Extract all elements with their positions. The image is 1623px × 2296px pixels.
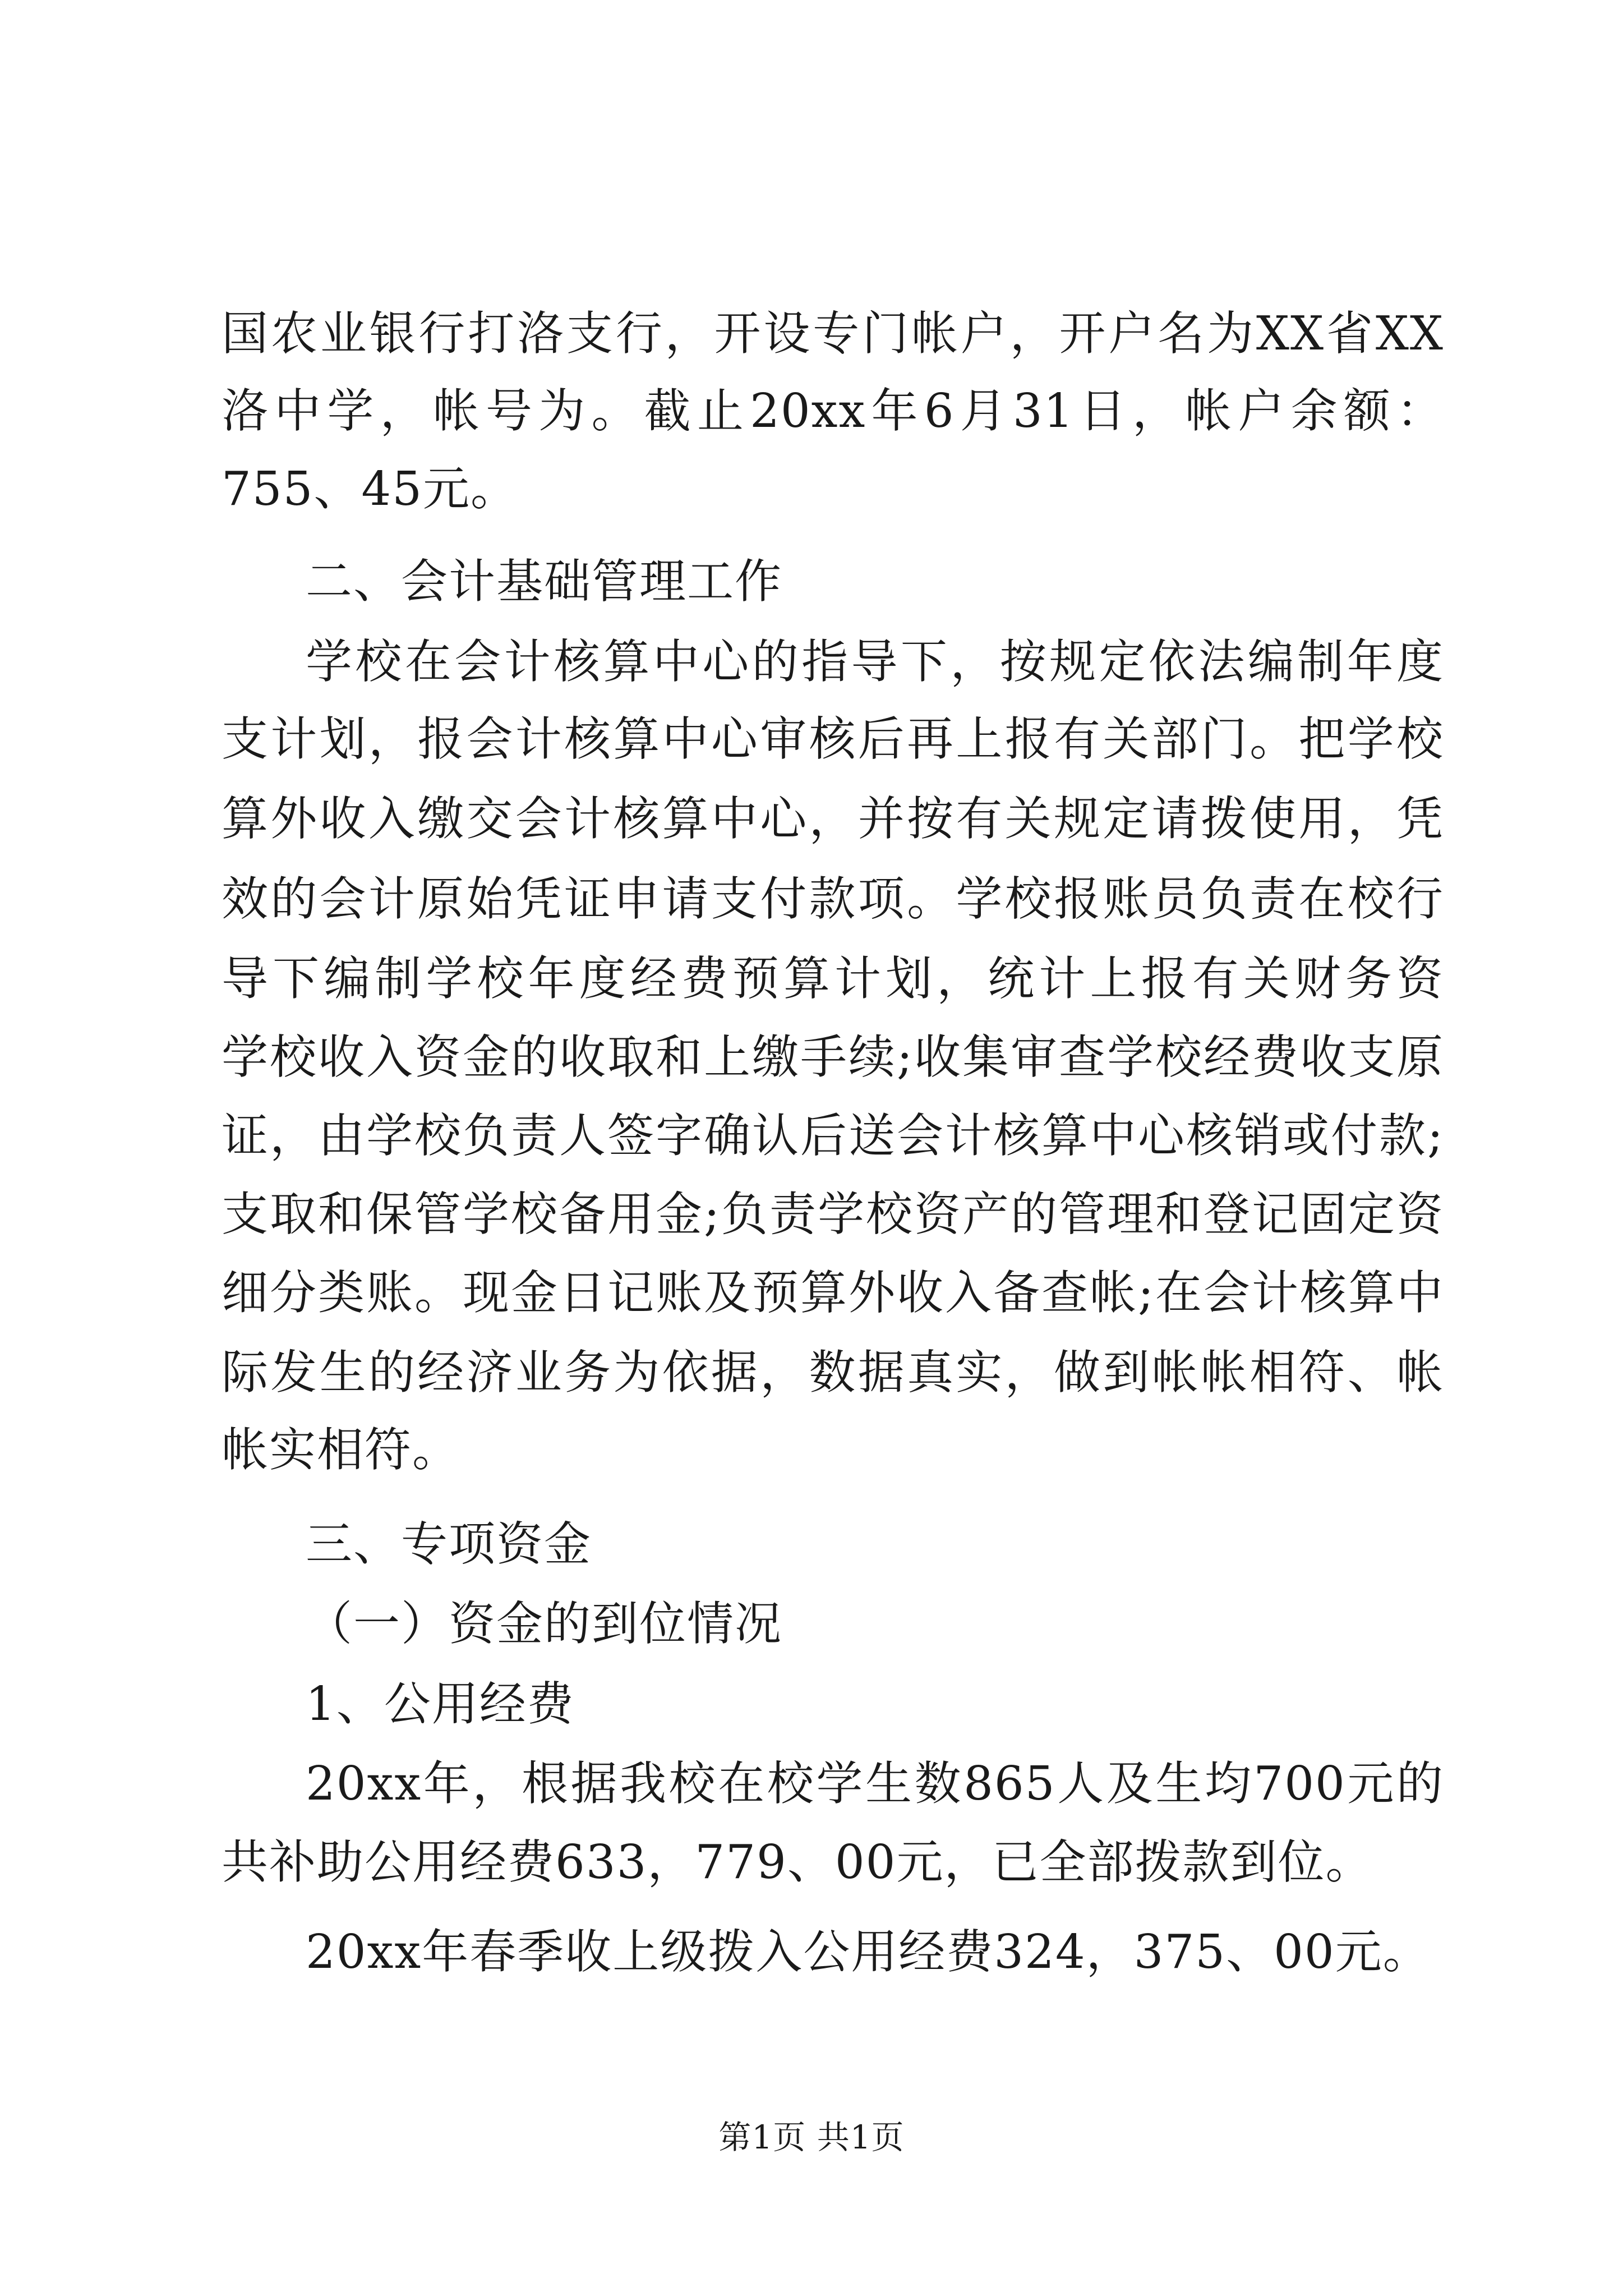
section-heading: 二、会计基础管理工作 (306, 554, 782, 609)
body-text-line: 洛中学，帐号为。截止20xx年6月31日，帐户余额： (222, 384, 1444, 438)
item-heading: 1、公用经费 (306, 1677, 575, 1731)
body-text-line: 国农业银行打洛支行，开设专门帐户，开户名为XX省XX (222, 306, 1444, 361)
body-text-line: 755、45元。 (222, 462, 519, 516)
body-text-line: 效的会计原始凭证申请支付款项。学校报账员负责在校行 (222, 872, 1444, 926)
body-text-line: 帐实相符。 (222, 1423, 460, 1477)
body-text-line: 细分类账。现金日记账及预算外收入备查帐;在会计核算中 (222, 1266, 1444, 1320)
body-text-line: 际发生的经济业务为依据，数据真实，做到帐帐相符、帐 (222, 1345, 1444, 1400)
page-number-footer: 第1页 共1页 (718, 2118, 905, 2156)
section-heading: 三、专项资金 (306, 1517, 592, 1571)
body-text-line: 算外收入缴交会计核算中心，并按有关规定请拨使用，凭 (222, 792, 1444, 846)
body-text-line: 20xx年，根据我校在校学生数865人及生均700元的 (306, 1756, 1444, 1811)
body-text-line: 支取和保管学校备用金;负责学校资产的管理和登记固定资 (222, 1187, 1444, 1241)
subsection-heading: （一）资金的到位情况 (306, 1596, 782, 1651)
body-text-line: 学校收入资金的收取和上缴手续;收集审查学校经费收支原 (222, 1030, 1444, 1084)
body-text-line: 支计划，报会计核算中心审核后再上报有关部门。把学校 (222, 712, 1444, 766)
body-text-line: 共补助公用经费633，779、00元，已全部拨款到位。 (222, 1835, 1373, 1889)
body-text-line: 20xx年春季收上级拨入公用经费324，375、00元。 (306, 1925, 1431, 1979)
body-text-line: 学校在会计核算中心的指导下，按规定依法编制年度 (306, 634, 1444, 689)
body-text-line: 导下编制学校年度经费预算计划，统计上报有关财务资 (222, 951, 1444, 1006)
body-text-line: 证，由学校负责人签字确认后送会计核算中心核销或付款; (222, 1108, 1444, 1163)
